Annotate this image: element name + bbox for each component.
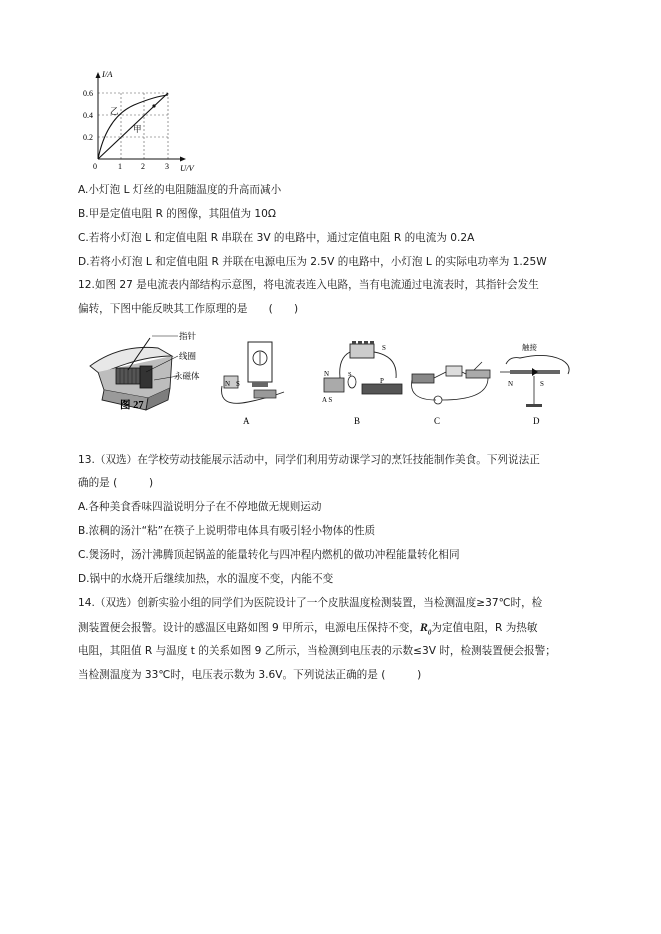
option-d-label: D [533, 416, 540, 426]
pointer-label: 指针 [179, 331, 197, 341]
q11-option-b: B.甲是定值电阻 R 的图像，其阻值为 10Ω [78, 208, 276, 220]
r0-sub: 0 [427, 628, 432, 637]
q13-option-d: D.锅中的水烧开后继续加热，水的温度不变，内能不变 [78, 573, 334, 585]
figure-27-ammeter [80, 326, 208, 416]
q14-stem-line2 [78, 619, 537, 640]
origin-label: 0 [93, 162, 97, 171]
x-tick-1: 1 [118, 162, 122, 171]
q13-stem-line1: 13.（双选）在学校劳动技能展示活动中，同学们利用劳动课学习的烹饪技能制作美食。下列说法正 [78, 454, 540, 466]
d-pole-n: N [508, 380, 514, 388]
q12-stem-line1: 12.如图 27 是电流表内部结构示意图，将电流表连入电路，当有电流通过电流表时，其指针会发生 [78, 279, 539, 291]
q14-stem-line4: 当检测温度为 33℃时，电压表示数为 3.6V。下列说法正确的是 ( ) [78, 669, 422, 681]
option-c-apparatus [408, 338, 494, 428]
b-battery-s: S [382, 344, 386, 352]
x-tick-2: 2 [141, 162, 145, 171]
q11-option-c: C.若将小灯泡 L 和定值电阻 R 串联在 3V 的电路中，通过定值电阻 R 的电流为 0.2A [78, 232, 475, 244]
touch-label: 触接 [522, 343, 537, 352]
r0-main: R [419, 620, 428, 634]
q14-line2-part1: 测装置便会报警。设计的感温区电路如图 9 甲所示，电源电压保持不变， [78, 622, 420, 634]
option-a-apparatus [208, 338, 294, 428]
b-label-as: A S [322, 396, 333, 404]
q13-option-c: C.煲汤时，汤汁沸腾顶起锅盖的能量转化与四冲程内燃机的做功冲程能量转化相同 [78, 549, 460, 561]
q11-option-a: A.小灯泡 L 灯丝的电阻随温度的升高而减小 [78, 184, 282, 196]
magnet-label: 永磁体 [174, 371, 200, 381]
q14-stem-line3: 电阻，其阻值 R 与温度 t 的关系如图 9 乙所示，当检测到电压表的示数≤3V 时，检测装置便会报警； [78, 645, 556, 657]
coil-label: 线圈 [179, 351, 197, 361]
q14-stem-line1: 14.（双选）创新实验小组的同学们为医院设计了一个皮肤温度检测装置，当检测温度≥37℃时，检 [78, 597, 543, 609]
option-b-apparatus [318, 338, 410, 428]
a-pole-s: S [236, 380, 240, 388]
y-tick-0.6: 0.6 [83, 89, 93, 98]
curve-jia-label: 甲 [133, 124, 142, 134]
option-c-label: C [434, 416, 441, 426]
option-b-label: B [354, 416, 361, 426]
q14-line2-part2: 为定值电阻，R 为热敏 [431, 622, 538, 634]
r0-symbol [419, 620, 432, 637]
x-axis-label: U/V [180, 163, 194, 173]
d-pole-s: S [540, 380, 544, 388]
y-tick-0.4: 0.4 [83, 111, 93, 120]
q13-option-a: A.各种美食香味四溢说明分子在不停地做无规则运动 [78, 501, 322, 513]
q13-stem-line2: 确的是 ( ) [78, 477, 154, 489]
figure-27-label: 图 27 [120, 400, 144, 411]
b-pole-n: N [324, 370, 330, 378]
q12-stem-line2: 偏转，下图中能反映其工作原理的是 ( ) [78, 303, 299, 315]
x-tick-3: 3 [165, 162, 169, 171]
option-d-apparatus [496, 338, 586, 428]
q11-option-d: D.若将小灯泡 L 和定值电阻 R 并联在电源电压为 2.5V 的电路中，小灯泡 L 的实际电功率为 1.25W [78, 256, 547, 268]
i-u-graph [76, 68, 206, 178]
y-tick-0.2: 0.2 [83, 133, 93, 142]
y-axis-label: I/A [102, 69, 113, 79]
a-pole-n: N [225, 380, 231, 388]
b-label-b: S [348, 371, 352, 378]
option-a-label: A [243, 416, 250, 426]
curve-yi-label: 乙 [110, 106, 119, 116]
b-label-p: P [380, 377, 384, 385]
q13-option-b: B.浓稠的汤汁“粘”在筷子上说明带电体具有吸引轻小物体的性质 [78, 525, 376, 537]
